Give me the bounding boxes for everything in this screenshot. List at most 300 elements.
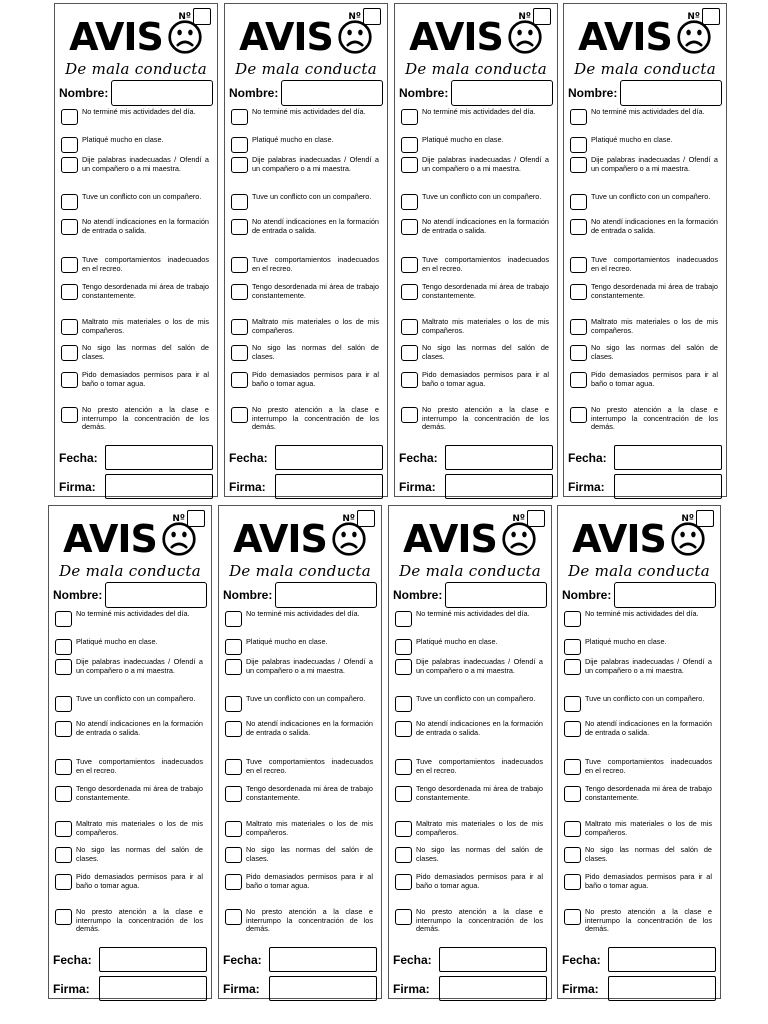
checklist-item [401,283,549,300]
checkbox[interactable] [225,909,242,925]
date-input[interactable] [608,947,716,972]
checklist-item-text: No presto atención a la clase e interrumpo la concentración de los demás. [246,907,373,934]
checkbox[interactable] [61,319,78,335]
signature-field [53,976,207,1001]
checklist-item-text: Pido demasiados permisos para ir al baño o tomar agua. [82,370,209,388]
checkbox[interactable] [61,372,78,388]
checklist-item [225,846,373,863]
checklist-item [395,658,543,675]
checkbox[interactable] [564,639,581,655]
date-input[interactable] [105,445,213,470]
checklist-item [570,371,718,388]
checkbox[interactable] [225,847,242,863]
checkbox[interactable] [570,257,587,273]
checkbox[interactable] [564,821,581,837]
name-input[interactable] [445,582,547,608]
checkbox[interactable] [225,696,242,712]
checkbox[interactable] [570,345,587,361]
checklist-item-text: No sigo las normas del salón de clases. [416,845,543,863]
number-label: Nº [178,11,191,22]
checkbox[interactable] [570,157,587,173]
checkbox[interactable] [231,407,248,423]
date-label: Fecha: [399,450,438,465]
signature-input[interactable] [105,474,213,499]
checkbox[interactable] [395,759,412,775]
checklist-item-text: No sigo las normas del salón de clases. [422,343,549,361]
checklist-item [61,318,209,335]
checklist-item-text: Tuve comportamientos inadecuados en el recreo. [252,255,379,273]
checklist-item-text: Dije palabras inadecuadas / Ofendí a un compañero o a mi maestra. [82,155,209,173]
checklist-item [61,283,209,300]
date-field [562,947,716,972]
signature-field [223,976,377,1001]
checklist-item-text: Tengo desordenada mi área de trabajo constantemente. [585,784,712,802]
checkbox[interactable] [55,639,72,655]
checklist-item-text: No atendí indicaciones en la formación de entrada o salida. [422,217,549,235]
checklist-item [570,406,718,432]
checkbox[interactable] [55,696,72,712]
checkbox[interactable] [564,909,581,925]
signature-input[interactable] [608,976,716,1001]
checklist-item-text: No terminé mis actividades del día. [416,609,530,618]
checkbox[interactable] [395,821,412,837]
checklist-item-text: No sigo las normas del salón de clases. [246,845,373,863]
checkbox[interactable] [401,345,418,361]
checklist-item [55,873,203,890]
checkbox[interactable] [231,257,248,273]
checklist-item-text: Platiqué mucho en clase. [252,135,334,144]
checkbox[interactable] [55,759,72,775]
checklist-item [570,156,718,173]
checkbox[interactable] [231,157,248,173]
checklist-item [55,720,203,737]
checklist-item-text: No terminé mis actividades del día. [585,609,699,618]
checklist-item [225,720,373,737]
checklist-item [570,193,718,210]
date-field [53,947,207,972]
checklist-item [395,758,543,775]
signature-field [393,976,547,1001]
checklist-item-text: Tengo desordenada mi área de trabajo constantemente. [416,784,543,802]
checklist-item-text: No sigo las normas del salón de clases. [585,845,712,863]
checklist-item [395,873,543,890]
checklist-item [55,908,203,934]
name-input[interactable] [451,80,553,106]
checkbox[interactable] [225,659,242,675]
checkbox[interactable] [401,194,418,210]
notice-card [218,505,382,999]
checkbox[interactable] [61,219,78,235]
checklist-item-text: No presto atención a la clase e interrumpo la concentración de los demás. [422,405,549,432]
checkbox[interactable] [225,786,242,802]
sad-face-icon [501,521,537,557]
checklist-item-text: No atendí indicaciones en la formación de entrada o salida. [82,217,209,235]
checkbox[interactable] [55,821,72,837]
checkbox[interactable] [564,847,581,863]
checklist-item [564,820,712,837]
checklist-item-text: Tuve un conflicto con un compañero. [591,192,711,201]
checkbox[interactable] [395,659,412,675]
checklist-item [231,218,379,235]
sad-face-icon [507,19,543,55]
checkbox[interactable] [395,874,412,890]
number-label: Nº [172,513,185,524]
checklist-item [395,820,543,837]
name-input[interactable] [111,80,213,106]
checklist-item-text: Tengo desordenada mi área de trabajo constantemente. [246,784,373,802]
checkbox[interactable] [225,639,242,655]
sad-face-icon [167,19,203,55]
checklist-item [564,695,712,712]
checkbox[interactable] [564,786,581,802]
checkbox[interactable] [61,157,78,173]
checklist-item [395,695,543,712]
number-label: Nº [681,513,694,524]
checklist-item [225,785,373,802]
checkbox[interactable] [225,721,242,737]
checklist-item [225,820,373,837]
checklist-item [564,846,712,863]
checkbox[interactable] [395,639,412,655]
name-input[interactable] [275,582,377,608]
sad-face-icon [161,521,197,557]
checkbox[interactable] [564,611,581,627]
title-text: AVIS [409,15,503,59]
checklist-item-text: No presto atención a la clase e interrumpo la concentración de los demás. [585,907,712,934]
title-text: AVIS [239,15,333,59]
checklist-item-text: Maltrato mis materiales o los de mis compañeros. [422,317,549,335]
checkbox[interactable] [231,345,248,361]
checklist-item-text: Maltrato mis materiales o los de mis compañeros. [76,819,203,837]
checklist-item-text: Tuve comportamientos inadecuados en el recreo. [585,757,712,775]
date-input[interactable] [439,947,547,972]
date-input[interactable] [269,947,377,972]
checkbox[interactable] [570,372,587,388]
date-label: Fecha: [562,952,601,967]
checkbox[interactable] [395,721,412,737]
checklist-item-text: No atendí indicaciones en la formación de entrada o salida. [252,217,379,235]
checklist-item-text: Maltrato mis materiales o los de mis compañeros. [246,819,373,837]
checkbox[interactable] [564,659,581,675]
checkbox[interactable] [395,909,412,925]
signature-field [568,474,722,499]
notice-card [557,505,721,999]
checkbox[interactable] [231,109,248,125]
checklist-item-text: Tengo desordenada mi área de trabajo constantemente. [422,282,549,300]
checklist-item-text: Platiqué mucho en clase. [422,135,504,144]
sad-face-icon [676,19,712,55]
checkbox[interactable] [225,821,242,837]
date-field [59,445,213,470]
checklist-item-text: No sigo las normas del salón de clases. [76,845,203,863]
checklist-item-text: No atendí indicaciones en la formación de entrada o salida. [585,719,712,737]
date-input[interactable] [275,445,383,470]
checkbox[interactable] [55,721,72,737]
checkbox[interactable] [231,194,248,210]
checkbox[interactable] [395,696,412,712]
checkbox[interactable] [570,319,587,335]
title-text: AVIS [578,15,672,59]
checkbox[interactable] [55,611,72,627]
number-label: Nº [518,11,531,22]
name-input[interactable] [620,80,722,106]
name-input[interactable] [614,582,716,608]
checklist-item [225,908,373,934]
checklist-item [395,785,543,802]
checklist-item [395,610,543,627]
checkbox[interactable] [401,109,418,125]
checklist-item-text: Dije palabras inadecuadas / Ofendí a un compañero o a mi maestra. [422,155,549,173]
title-text: AVIS [233,517,327,561]
checklist-item [231,371,379,388]
checklist-item [55,610,203,627]
date-field [568,445,722,470]
checkbox[interactable] [401,372,418,388]
checklist-item [564,758,712,775]
checkbox[interactable] [564,696,581,712]
signature-input[interactable] [269,976,377,1001]
checklist-item [61,193,209,210]
date-input[interactable] [99,947,207,972]
title-text: AVIS [403,517,497,561]
signature-input[interactable] [439,976,547,1001]
checklist-item [225,758,373,775]
checklist-item-text: Tuve un conflicto con un compañero. [246,694,366,703]
date-label: Fecha: [568,450,607,465]
checkbox[interactable] [395,786,412,802]
checklist-item [231,108,379,125]
name-label: Nombre: [53,588,103,602]
checklist-item-text: Tuve comportamientos inadecuados en el recreo. [82,255,209,273]
checklist-item [570,108,718,125]
checkbox[interactable] [225,611,242,627]
date-input[interactable] [445,445,553,470]
number-label: Nº [512,513,525,524]
checkbox[interactable] [231,284,248,300]
checklist-item-text: Tuve comportamientos inadecuados en el recreo. [416,757,543,775]
checklist-item-text: Dije palabras inadecuadas / Ofendí a un compañero o a mi maestra. [252,155,379,173]
checkbox[interactable] [564,874,581,890]
checkbox[interactable] [401,257,418,273]
checklist-item-text: Dije palabras inadecuadas / Ofendí a un compañero o a mi maestra. [585,657,712,675]
checkbox[interactable] [61,345,78,361]
checklist-item-text: Maltrato mis materiales o los de mis compañeros. [252,317,379,335]
checklist-item-text: No presto atención a la clase e interrumpo la concentración de los demás. [416,907,543,934]
checklist-item [55,846,203,863]
signature-field [562,976,716,1001]
checkbox[interactable] [570,407,587,423]
checklist-item-text: No sigo las normas del salón de clases. [591,343,718,361]
checklist-item [55,658,203,675]
checklist-item [395,638,543,655]
checkbox[interactable] [231,137,248,153]
checkbox[interactable] [401,137,418,153]
checkbox[interactable] [61,284,78,300]
checkbox[interactable] [55,786,72,802]
checklist-item-text: Tengo desordenada mi área de trabajo constantemente. [591,282,718,300]
name-field [562,582,716,608]
signature-input[interactable] [445,474,553,499]
name-input[interactable] [105,582,207,608]
checklist-item-text: No presto atención a la clase e interrumpo la concentración de los demás. [591,405,718,432]
name-field [59,80,213,106]
notice-card [54,3,218,497]
date-field [393,947,547,972]
checklist-item-text: No terminé mis actividades del día. [76,609,190,618]
checklist-item-text: Pido demasiados permisos para ir al baño o tomar agua. [585,872,712,890]
notice-card [563,3,727,497]
checklist-item-text: No terminé mis actividades del día. [252,107,366,116]
checkbox[interactable] [401,407,418,423]
signature-input[interactable] [99,976,207,1001]
name-label: Nombre: [229,86,279,100]
checklist-item [55,695,203,712]
date-field [229,445,383,470]
card-subtitle: De mala conducta [568,562,710,580]
signature-field [59,474,213,499]
checklist-item [564,908,712,934]
checklist-item [401,371,549,388]
checklist-item [401,193,549,210]
checklist-item-text: Tuve comportamientos inadecuados en el recreo. [246,757,373,775]
checklist-item-text: Tengo desordenada mi área de trabajo constantemente. [252,282,379,300]
checklist-item [564,610,712,627]
checkbox[interactable] [570,194,587,210]
checklist-item [401,156,549,173]
notice-card [48,505,212,999]
signature-field [399,474,553,499]
signature-label: Firma: [399,479,436,494]
checkbox[interactable] [231,319,248,335]
checklist-item [225,610,373,627]
checkbox[interactable] [231,372,248,388]
checklist-item [55,638,203,655]
checklist-item-text: No atendí indicaciones en la formación de entrada o salida. [76,719,203,737]
checklist-item-text: No atendí indicaciones en la formación de entrada o salida. [591,217,718,235]
name-label: Nombre: [393,588,443,602]
date-label: Fecha: [59,450,98,465]
checklist-item [61,256,209,273]
signature-input[interactable] [614,474,722,499]
name-field [53,582,207,608]
checkbox[interactable] [570,284,587,300]
checkbox[interactable] [401,319,418,335]
checklist-item [61,108,209,125]
checklist-item-text: Platiqué mucho en clase. [585,637,667,646]
date-label: Fecha: [393,952,432,967]
signature-label: Firma: [229,479,266,494]
checkbox[interactable] [61,109,78,125]
checklist-item-text: Pido demasiados permisos para ir al baño o tomar agua. [246,872,373,890]
checkbox[interactable] [401,157,418,173]
checkbox[interactable] [225,874,242,890]
checkbox[interactable] [61,137,78,153]
title-text: AVIS [572,517,666,561]
checklist-item [231,344,379,361]
notice-card [394,3,558,497]
checkbox[interactable] [231,219,248,235]
checklist-item-text: No terminé mis actividades del día. [82,107,196,116]
checklist-item [55,820,203,837]
card-subtitle: De mala conducta [65,60,207,78]
title-text: AVIS [63,517,157,561]
checkbox[interactable] [570,109,587,125]
checkbox[interactable] [570,137,587,153]
checklist-item [61,371,209,388]
checklist-item [231,283,379,300]
checklist-item-text: Dije palabras inadecuadas / Ofendí a un compañero o a mi maestra. [416,657,543,675]
signature-input[interactable] [275,474,383,499]
checklist-item [401,256,549,273]
checkbox[interactable] [564,721,581,737]
name-field [223,582,377,608]
date-input[interactable] [614,445,722,470]
checklist-item [401,108,549,125]
checklist-item-text: No sigo las normas del salón de clases. [252,343,379,361]
number-label: Nº [348,11,361,22]
checkbox[interactable] [55,909,72,925]
checkbox[interactable] [55,874,72,890]
checklist-item [55,785,203,802]
checklist-item-text: Platiqué mucho en clase. [82,135,164,144]
checkbox[interactable] [55,847,72,863]
card-subtitle: De mala conducta [229,562,371,580]
checklist-item [225,658,373,675]
name-label: Nombre: [562,588,612,602]
number-label: Nº [687,11,700,22]
checkbox[interactable] [225,759,242,775]
checklist-item [225,873,373,890]
checklist-item [395,720,543,737]
checklist-item [61,218,209,235]
checklist-item-text: No atendí indicaciones en la formación de entrada o salida. [246,719,373,737]
checkbox[interactable] [395,847,412,863]
checklist-item [61,136,209,153]
checkbox[interactable] [401,284,418,300]
checkbox[interactable] [61,194,78,210]
name-field [229,80,383,106]
checkbox[interactable] [61,257,78,273]
checklist-item-text: Tuve un conflicto con un compañero. [422,192,542,201]
checklist-item [564,658,712,675]
card-subtitle: De mala conducta [399,562,541,580]
checklist-item-text: Maltrato mis materiales o los de mis compañeros. [416,819,543,837]
card-subtitle: De mala conducta [235,60,377,78]
checkbox[interactable] [55,659,72,675]
name-field [393,582,547,608]
checklist-item [395,908,543,934]
checklist-item [401,406,549,432]
checklist-item-text: Pido demasiados permisos para ir al baño o tomar agua. [76,872,203,890]
sad-face-icon [670,521,706,557]
checklist-item-text: Dije palabras inadecuadas / Ofendí a un compañero o a mi maestra. [76,657,203,675]
signature-label: Firma: [59,479,96,494]
checkbox[interactable] [61,407,78,423]
checklist-item [231,318,379,335]
name-label: Nombre: [59,86,109,100]
checklist-item-text: Platiqué mucho en clase. [76,637,158,646]
checklist-item-text: Tuve un conflicto con un compañero. [585,694,705,703]
checkbox[interactable] [570,219,587,235]
checkbox[interactable] [395,611,412,627]
checkbox[interactable] [564,759,581,775]
checklist-item-text: Maltrato mis materiales o los de mis compañeros. [591,317,718,335]
checklist-item [225,695,373,712]
checklist-item-text: Pido demasiados permisos para ir al baño o tomar agua. [252,370,379,388]
name-input[interactable] [281,80,383,106]
checklist-item [564,720,712,737]
checkbox[interactable] [401,219,418,235]
